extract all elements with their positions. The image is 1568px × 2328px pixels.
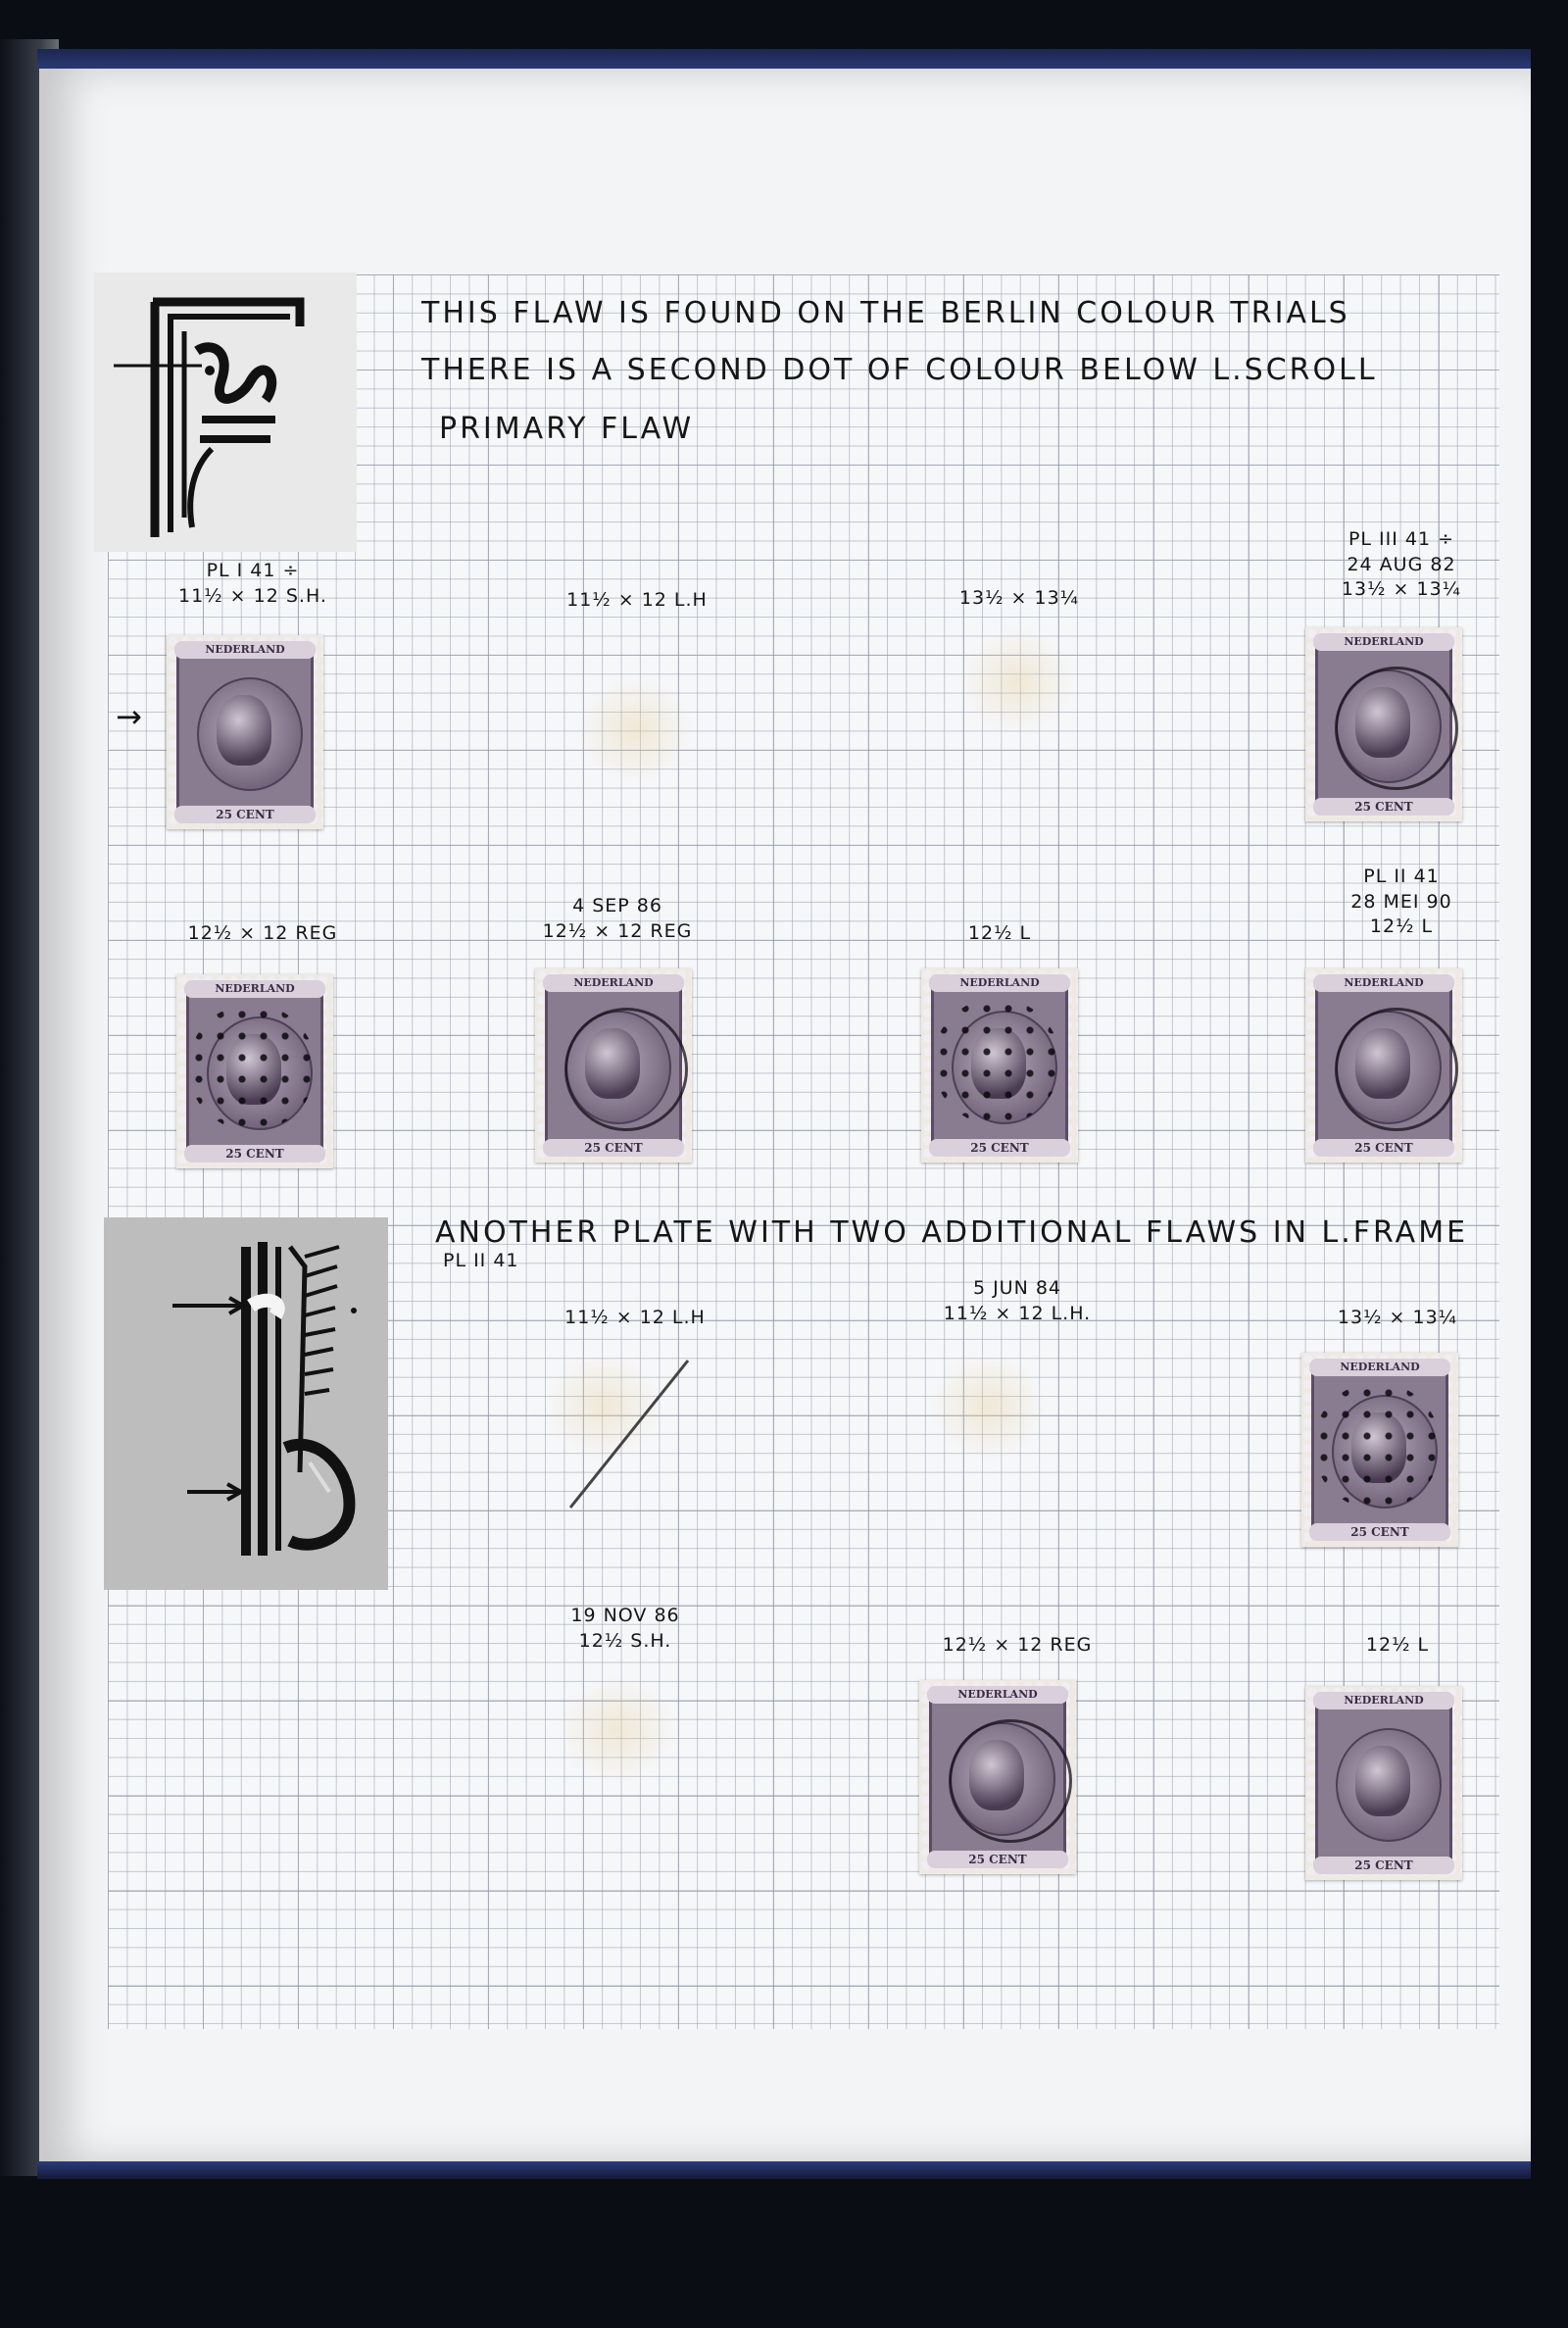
- album-page: [39, 69, 1531, 2162]
- empty-stamp-space: [576, 676, 694, 784]
- label-r3c2: 11½ × 12 L.H: [564, 1307, 706, 1328]
- label-r2c2: 4 SEP 86 12½ × 12 REG: [542, 895, 693, 942]
- stamp-r2c1: NEDERLAND 25 CENT: [176, 974, 333, 1168]
- stamp-r3c4: NEDERLAND 25 CENT: [1301, 1353, 1458, 1547]
- label-r3c4: 13½ × 13¼: [1337, 1307, 1458, 1328]
- section2-plate-label: PL II 41: [443, 1250, 519, 1271]
- label-r1c2: 11½ × 12 L.H: [566, 589, 708, 611]
- stamp-r2c2: NEDERLAND 25 CENT: [535, 968, 692, 1163]
- label-r2c4: PL II 41 28 MEI 90 12½ L: [1350, 866, 1452, 938]
- pencil-line-mark: [561, 1353, 698, 1519]
- stamp-r2c3: NEDERLAND 25 CENT: [921, 968, 1078, 1163]
- primary-flaw-photo: [94, 272, 357, 552]
- stamp-r2c4: NEDERLAND 25 CENT: [1305, 968, 1462, 1163]
- binder-bottom-edge: [37, 2161, 1531, 2179]
- arrow-pointer-icon: →: [116, 698, 142, 735]
- label-r4c2: 19 NOV 86 12½ S.H.: [570, 1605, 680, 1652]
- label-r1c3: 13½ × 13¼: [958, 587, 1080, 609]
- label-r4c4: 12½ L: [1365, 1634, 1430, 1656]
- label-r3c3: 5 JUN 84 11½ × 12 L.H.: [943, 1277, 1092, 1324]
- heading-line-1: THIS FLAW IS FOUND ON THE BERLIN COLOUR TRIALS: [421, 296, 1350, 330]
- empty-stamp-space: [958, 627, 1076, 735]
- stamp-r1c4: NEDERLAND 25 CENT: [1305, 627, 1462, 821]
- label-r2c1: 12½ × 12 REG: [187, 922, 338, 944]
- heading-line-3: PRIMARY FLAW: [439, 412, 695, 446]
- stamp-r4c4: NEDERLAND 25 CENT: [1305, 1686, 1462, 1880]
- label-r1c1: PL I 41 ÷ 11½ × 12 S.H.: [178, 560, 327, 607]
- heading-line-2: THERE IS A SECOND DOT OF COLOUR BELOW L.SCROLL: [421, 353, 1378, 387]
- label-r4c3: 12½ × 12 REG: [942, 1634, 1093, 1656]
- binder-top-edge: [37, 49, 1531, 71]
- label-r1c4: PL III 41 ÷ 24 AUG 82 13½ × 13¼: [1341, 528, 1462, 601]
- additional-flaws-photo: [104, 1217, 388, 1590]
- empty-stamp-space: [559, 1676, 676, 1784]
- empty-stamp-space: [929, 1353, 1047, 1461]
- label-r2c3: 12½ L: [967, 922, 1032, 944]
- section2-heading: ANOTHER PLATE WITH TWO ADDITIONAL FLAWS IN L.FRAME: [435, 1215, 1469, 1250]
- stamp-r4c3: NEDERLAND 25 CENT: [919, 1680, 1076, 1874]
- stamp-r1c1: NEDERLAND 25 CENT: [167, 635, 323, 829]
